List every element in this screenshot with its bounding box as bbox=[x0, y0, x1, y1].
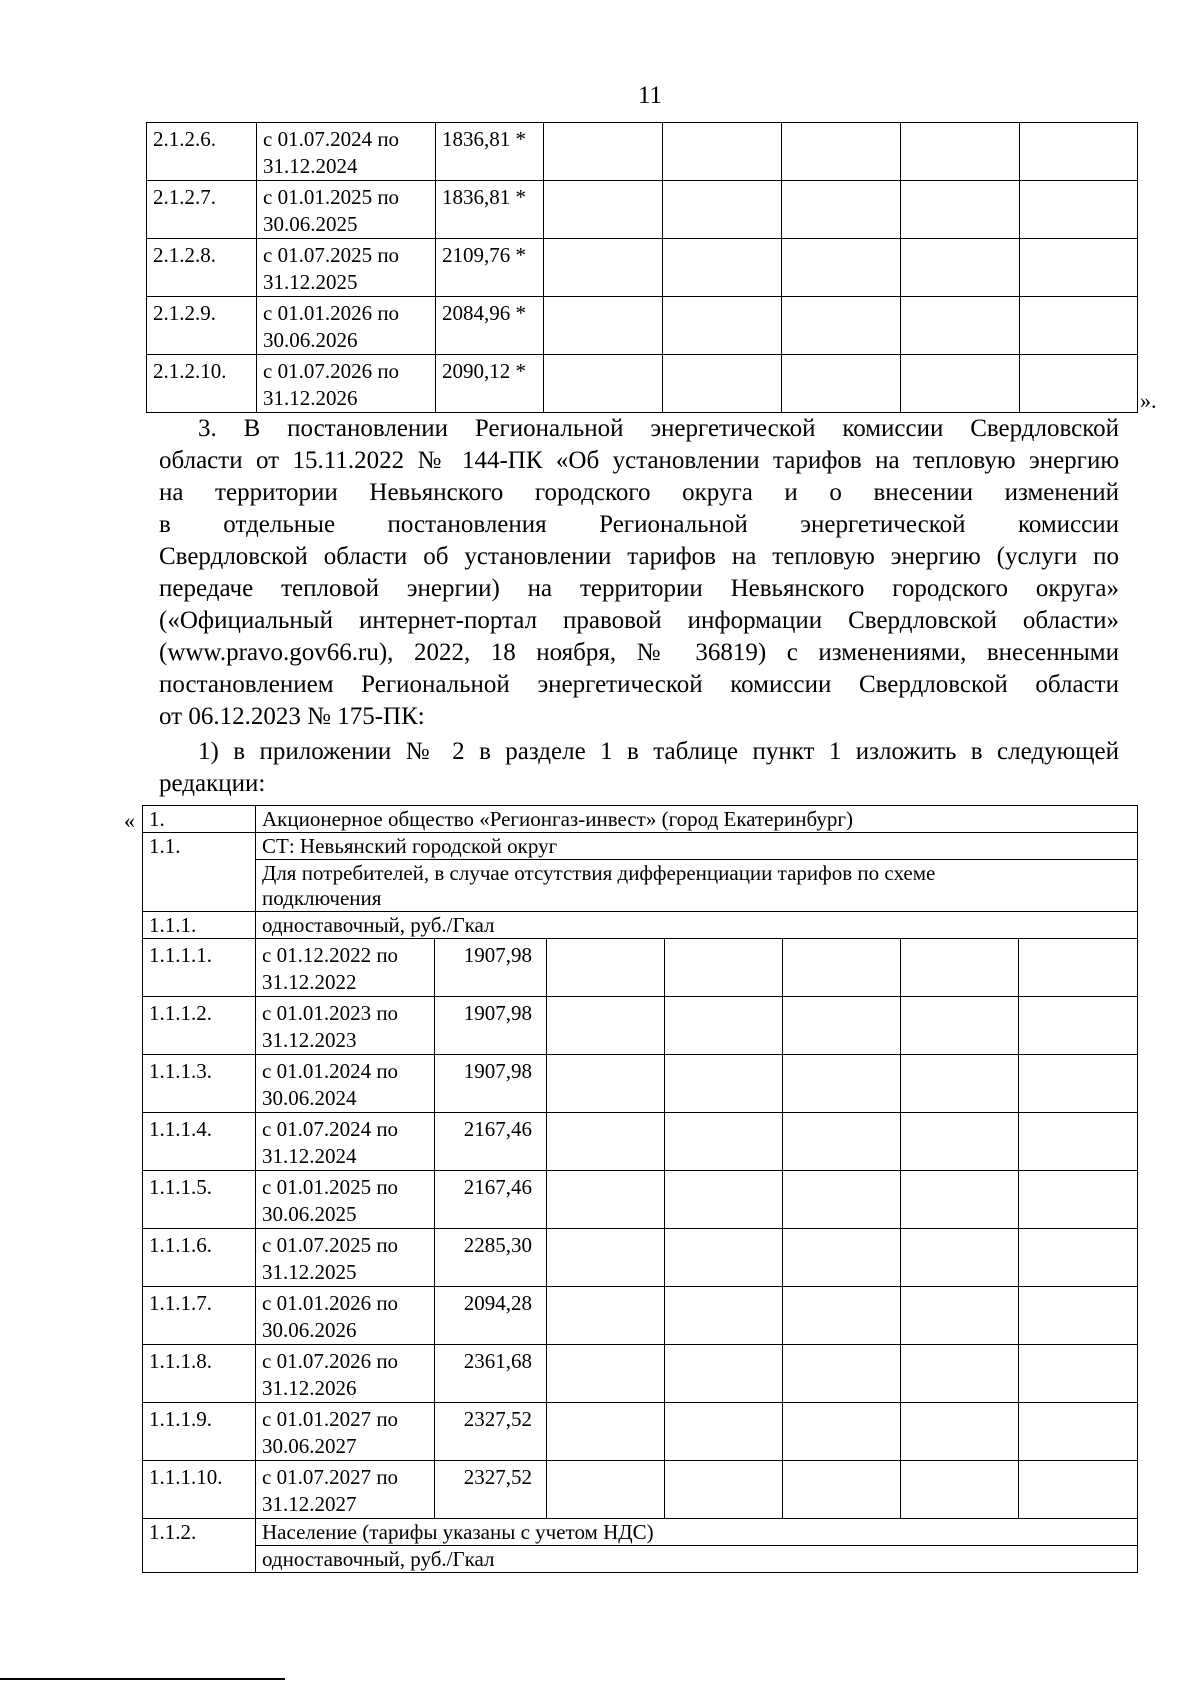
empty-cell bbox=[1020, 123, 1138, 181]
table-row bbox=[143, 1055, 1138, 1113]
empty-cell bbox=[901, 181, 1020, 239]
period-start: с 01.07.2024 по bbox=[262, 1117, 399, 1141]
empty-cell bbox=[1019, 1055, 1138, 1113]
empty-cell bbox=[544, 123, 663, 181]
table-row bbox=[147, 297, 1138, 355]
table-header-row bbox=[143, 806, 1138, 833]
empty-cell bbox=[547, 1461, 665, 1519]
period-start: с 01.01.2025 по bbox=[263, 185, 400, 209]
empty-cell bbox=[663, 123, 782, 181]
tariff-table-continued bbox=[146, 122, 1138, 413]
empty-cell bbox=[783, 1345, 901, 1403]
population-category: Население (тарифы указаны с учетом НДС) bbox=[256, 1519, 1138, 1546]
period-end: 30.06.2026 bbox=[262, 1318, 357, 1342]
tariff-value: 1907,98 bbox=[435, 1055, 547, 1113]
paragraph-line: на территории Невьянского городского округа и о внесении изменений bbox=[159, 479, 1119, 506]
table-footer-row bbox=[143, 1546, 1138, 1573]
empty-cell bbox=[901, 297, 1020, 355]
period-cell bbox=[257, 297, 436, 355]
period-start: с 01.12.2022 по bbox=[262, 943, 399, 967]
empty-cell bbox=[783, 1287, 901, 1345]
empty-cell bbox=[1019, 1171, 1138, 1229]
row-number: 1.1.1.4. bbox=[143, 1113, 256, 1171]
empty-cell bbox=[783, 1229, 901, 1287]
table-header-row bbox=[143, 912, 1138, 939]
table-header-row bbox=[143, 833, 1138, 860]
closing-quote-mark: ». bbox=[1140, 388, 1157, 413]
period-cell bbox=[256, 1113, 435, 1171]
period-end: 31.12.2025 bbox=[263, 270, 358, 294]
row-number: 1.1.1.3. bbox=[143, 1055, 256, 1113]
period-end: 31.12.2024 bbox=[263, 154, 358, 178]
empty-cell bbox=[783, 939, 901, 997]
empty-cell bbox=[783, 1171, 901, 1229]
empty-cell bbox=[544, 355, 663, 413]
empty-cell bbox=[1019, 997, 1138, 1055]
empty-cell bbox=[663, 355, 782, 413]
empty-cell bbox=[901, 239, 1020, 297]
empty-cell bbox=[663, 239, 782, 297]
period-cell bbox=[256, 939, 435, 997]
empty-cell bbox=[901, 1229, 1019, 1287]
tariff-type: одноставочный, руб./Гкал bbox=[256, 912, 1138, 939]
empty-cell bbox=[663, 297, 782, 355]
empty-cell bbox=[547, 1345, 665, 1403]
empty-cell bbox=[782, 355, 901, 413]
table-row bbox=[143, 1403, 1138, 1461]
empty-cell bbox=[1020, 355, 1138, 413]
empty-cell bbox=[901, 1403, 1019, 1461]
empty-cell bbox=[665, 1345, 783, 1403]
empty-cell bbox=[547, 1287, 665, 1345]
tariff-value: 2327,52 bbox=[435, 1403, 547, 1461]
period-end: 31.12.2022 bbox=[262, 970, 357, 994]
empty-cell bbox=[901, 997, 1019, 1055]
period-end: 31.12.2027 bbox=[262, 1492, 357, 1516]
row-number: 1.1.1.9. bbox=[143, 1403, 256, 1461]
period-start: с 01.01.2027 по bbox=[262, 1407, 399, 1431]
empty-cell bbox=[1019, 939, 1138, 997]
table-row bbox=[143, 1461, 1138, 1519]
empty-cell bbox=[901, 1345, 1019, 1403]
period-start: с 01.07.2024 по bbox=[263, 127, 400, 151]
period-cell bbox=[256, 1171, 435, 1229]
tariff-value: 1836,81 * bbox=[436, 123, 544, 181]
tariff-value: 2167,46 bbox=[435, 1113, 547, 1171]
period-cell bbox=[256, 1345, 435, 1403]
empty-cell bbox=[1019, 1229, 1138, 1287]
row-number: 1.1.1.2. bbox=[143, 997, 256, 1055]
row-number: 2.1.2.10. bbox=[147, 355, 257, 413]
table-row bbox=[143, 1345, 1138, 1403]
period-cell bbox=[256, 1403, 435, 1461]
period-cell bbox=[257, 181, 436, 239]
empty-cell bbox=[783, 1461, 901, 1519]
tariff-value: 2084,96 * bbox=[436, 297, 544, 355]
row-number: 2.1.2.6. bbox=[147, 123, 257, 181]
empty-cell bbox=[547, 997, 665, 1055]
empty-cell bbox=[901, 355, 1020, 413]
paragraph-line: от 06.12.2023 № 175-ПК: bbox=[159, 703, 425, 730]
period-end: 30.06.2025 bbox=[262, 1202, 357, 1226]
period-start: с 01.07.2026 по bbox=[263, 359, 400, 383]
empty-cell bbox=[1019, 1461, 1138, 1519]
tariff-value: 2285,30 bbox=[435, 1229, 547, 1287]
period-end: 31.12.2024 bbox=[262, 1144, 357, 1168]
empty-cell bbox=[544, 297, 663, 355]
empty-cell bbox=[665, 1113, 783, 1171]
period-start: с 01.01.2026 по bbox=[262, 1291, 399, 1315]
empty-cell bbox=[782, 239, 901, 297]
period-start: с 01.01.2025 по bbox=[262, 1175, 399, 1199]
empty-cell bbox=[1019, 1113, 1138, 1171]
empty-cell bbox=[901, 1113, 1019, 1171]
empty-cell bbox=[1019, 1345, 1138, 1403]
empty-cell bbox=[783, 1055, 901, 1113]
paragraph-line: передаче тепловой энергии) на территории Невьянского городского округа» bbox=[159, 575, 1119, 602]
period-cell bbox=[257, 355, 436, 413]
empty-cell bbox=[547, 1403, 665, 1461]
empty-cell bbox=[544, 239, 663, 297]
period-cell bbox=[256, 1287, 435, 1345]
tariff-value: 2109,76 * bbox=[436, 239, 544, 297]
empty-cell bbox=[665, 1229, 783, 1287]
table-row bbox=[147, 123, 1138, 181]
table-row bbox=[147, 355, 1138, 413]
page-number: 11 bbox=[637, 82, 663, 109]
row-number: 2.1.2.9. bbox=[147, 297, 257, 355]
table-footer-row bbox=[143, 1519, 1138, 1546]
row-number: 1.1.1.10. bbox=[143, 1461, 256, 1519]
period-start: с 01.07.2026 по bbox=[262, 1349, 399, 1373]
system-name: СТ: Невьянский городской округ bbox=[256, 833, 1138, 860]
period-cell bbox=[256, 1229, 435, 1287]
table-row bbox=[143, 997, 1138, 1055]
row-number: 1.1.1.5. bbox=[143, 1171, 256, 1229]
opening-quote-mark: « bbox=[124, 808, 135, 833]
empty-cell bbox=[782, 297, 901, 355]
empty-cell bbox=[901, 1461, 1019, 1519]
paragraph-line: постановлением Региональной энергетической комиссии Свердловской области bbox=[159, 671, 1119, 698]
period-end: 30.06.2027 bbox=[262, 1434, 357, 1458]
period-end: 31.12.2026 bbox=[262, 1376, 357, 1400]
period-start: с 01.01.2024 по bbox=[262, 1059, 399, 1083]
consumer-category-line: подключения bbox=[262, 886, 382, 910]
empty-cell bbox=[665, 939, 783, 997]
period-cell bbox=[257, 123, 436, 181]
row-number: 1.1.2. bbox=[143, 1519, 256, 1573]
empty-cell bbox=[1019, 1287, 1138, 1345]
tariff-value: 2167,46 bbox=[435, 1171, 547, 1229]
empty-cell bbox=[544, 181, 663, 239]
empty-cell bbox=[783, 997, 901, 1055]
table-row bbox=[147, 239, 1138, 297]
empty-cell bbox=[547, 1171, 665, 1229]
period-start: с 01.07.2025 по bbox=[262, 1233, 399, 1257]
period-cell bbox=[256, 997, 435, 1055]
tariff-value: 1836,81 * bbox=[436, 181, 544, 239]
empty-cell bbox=[901, 939, 1019, 997]
empty-cell bbox=[901, 1055, 1019, 1113]
row-number: 1.1.1.8. bbox=[143, 1345, 256, 1403]
paragraph-line: редакции: bbox=[159, 770, 266, 797]
period-start: с 01.07.2027 по bbox=[262, 1465, 399, 1489]
row-number: 2.1.2.7. bbox=[147, 181, 257, 239]
empty-cell bbox=[547, 1113, 665, 1171]
period-end: 31.12.2023 bbox=[262, 1028, 357, 1052]
row-number: 1. bbox=[143, 806, 256, 833]
consumer-category bbox=[256, 860, 1138, 912]
tariff-value: 1907,98 bbox=[435, 997, 547, 1055]
table-row bbox=[143, 939, 1138, 997]
empty-cell bbox=[1020, 297, 1138, 355]
company-name: Акционерное общество «Регионгаз-инвест» (город Екатеринбург) bbox=[256, 806, 1138, 833]
tariff-value: 2327,52 bbox=[435, 1461, 547, 1519]
tariff-value: 1907,98 bbox=[435, 939, 547, 997]
table-row bbox=[143, 1287, 1138, 1345]
tariff-type: одноставочный, руб./Гкал bbox=[256, 1546, 1138, 1573]
table-header-row bbox=[143, 860, 1138, 912]
empty-cell bbox=[665, 1403, 783, 1461]
row-number: 1.1.1.7. bbox=[143, 1287, 256, 1345]
consumer-category-line: Для потребителей, в случае отсутствия дифференциации тарифов по схеме bbox=[262, 861, 936, 885]
empty-cell bbox=[665, 1461, 783, 1519]
period-end: 31.12.2025 bbox=[262, 1260, 357, 1284]
period-cell bbox=[256, 1461, 435, 1519]
empty-cell bbox=[665, 997, 783, 1055]
empty-cell bbox=[547, 939, 665, 997]
table-row bbox=[143, 1229, 1138, 1287]
period-end: 30.06.2025 bbox=[263, 212, 358, 236]
empty-cell bbox=[901, 123, 1020, 181]
paragraph-line: 3. В постановлении Региональной энергетической комиссии Свердловской bbox=[198, 415, 1119, 442]
period-end: 31.12.2026 bbox=[263, 386, 358, 410]
table-row bbox=[143, 1113, 1138, 1171]
empty-cell bbox=[782, 123, 901, 181]
paragraph-line: («Официальный интернет-портал правовой информации Свердловской области» bbox=[159, 607, 1119, 634]
tariff-value: 2090,12 * bbox=[436, 355, 544, 413]
paragraph-line: (www.pravo.gov66.ru), 2022, 18 ноября, № 36819) с изменениями, внесенными bbox=[159, 639, 1119, 666]
period-cell bbox=[257, 239, 436, 297]
empty-cell bbox=[547, 1055, 665, 1113]
table-row bbox=[143, 1171, 1138, 1229]
period-end: 30.06.2024 bbox=[262, 1086, 357, 1110]
empty-cell bbox=[1020, 239, 1138, 297]
tariff-table-new bbox=[142, 805, 1138, 1573]
empty-cell bbox=[665, 1171, 783, 1229]
empty-cell bbox=[665, 1287, 783, 1345]
empty-cell bbox=[901, 1171, 1019, 1229]
empty-cell bbox=[547, 1229, 665, 1287]
paragraph-line: 1) в приложении № 2 в разделе 1 в таблице пункт 1 изложить в следующей bbox=[198, 738, 1119, 765]
row-number: 1.1.1.6. bbox=[143, 1229, 256, 1287]
empty-cell bbox=[782, 181, 901, 239]
row-number: 1.1.1.1. bbox=[143, 939, 256, 997]
tariff-value: 2094,28 bbox=[435, 1287, 547, 1345]
period-start: с 01.01.2023 по bbox=[262, 1001, 399, 1025]
tariff-value: 2361,68 bbox=[435, 1345, 547, 1403]
period-start: с 01.01.2026 по bbox=[263, 301, 400, 325]
period-end: 30.06.2026 bbox=[263, 328, 358, 352]
table-row bbox=[147, 181, 1138, 239]
period-cell bbox=[256, 1055, 435, 1113]
paragraph-line: области от 15.11.2022 № 144-ПК «Об установлении тарифов на тепловую энергию bbox=[159, 447, 1119, 474]
empty-cell bbox=[783, 1403, 901, 1461]
paragraph-line: в отдельные постановления Региональной энергетической комиссии bbox=[159, 511, 1119, 538]
empty-cell bbox=[1019, 1403, 1138, 1461]
row-number: 2.1.2.8. bbox=[147, 239, 257, 297]
empty-cell bbox=[665, 1055, 783, 1113]
period-start: с 01.07.2025 по bbox=[263, 243, 400, 267]
empty-cell bbox=[1020, 181, 1138, 239]
row-number: 1.1.1. bbox=[143, 912, 256, 939]
paragraph-line: Свердловской области об установлении тарифов на тепловую энергию (услуги по bbox=[159, 543, 1119, 570]
empty-cell bbox=[663, 181, 782, 239]
empty-cell bbox=[783, 1113, 901, 1171]
row-number: 1.1. bbox=[143, 833, 256, 912]
footer-rule bbox=[0, 1678, 285, 1680]
empty-cell bbox=[901, 1287, 1019, 1345]
